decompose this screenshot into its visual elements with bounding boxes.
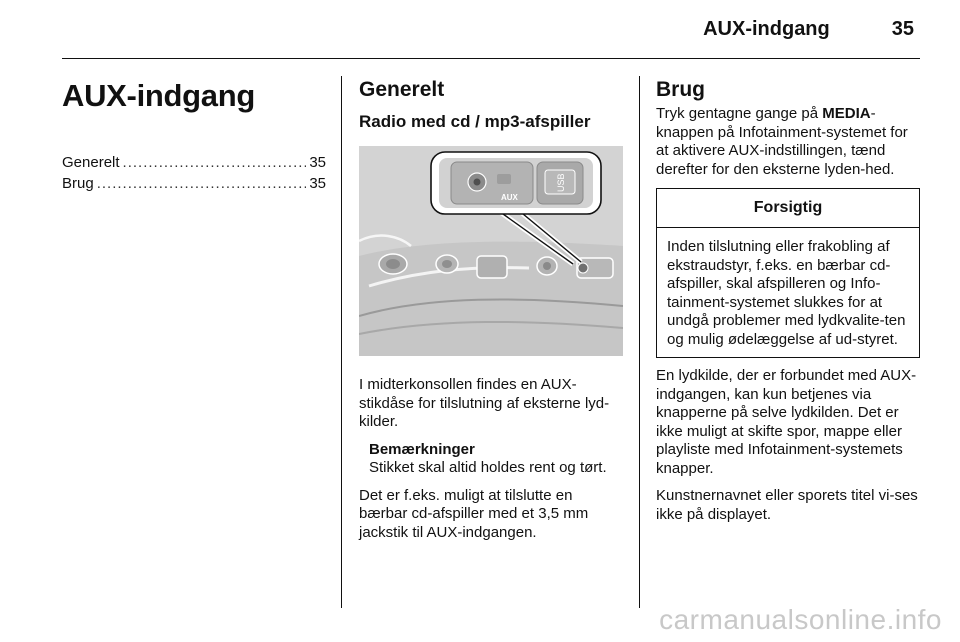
page-number: 35	[891, 18, 914, 40]
aux-socket-illustration	[359, 146, 623, 356]
paragraph-intro	[656, 105, 920, 179]
chapter-title: AUX-indgang	[62, 78, 256, 113]
toc-label: Brug	[62, 175, 94, 192]
column-toc	[62, 72, 326, 194]
intro-text-start: Tryk gentagne gange på	[656, 105, 823, 122]
console-drawing	[359, 146, 623, 356]
note-block	[369, 441, 623, 478]
toc-entry-generelt[interactable]	[62, 152, 326, 173]
media-key-label: MEDIA	[822, 105, 871, 122]
caution-box	[656, 188, 920, 358]
watermark: carmanualsonline.info	[659, 604, 942, 635]
usb-label: USB	[556, 173, 566, 192]
section-title-brug: Brug	[656, 78, 705, 101]
toc-leader-dots	[123, 152, 307, 173]
toc-page: 35	[309, 154, 326, 171]
toc-entry-brug[interactable]	[62, 173, 326, 194]
paragraph: Kunstnernavnet eller sporets titel vi-ses ikke på displayet.	[656, 487, 918, 523]
toc-page: 35	[309, 175, 326, 192]
column-brug	[656, 72, 920, 524]
column-divider-1	[341, 76, 342, 608]
column-generelt	[359, 72, 623, 542]
caution-heading: Forsigtig	[657, 189, 919, 228]
toc-label: Generelt	[62, 154, 120, 171]
paragraph: I midterkonsollen findes en AUX-stikdåse for tilslutning af eksterne lyd-kilder.	[359, 376, 610, 430]
column-divider-2	[639, 76, 640, 608]
header-title: AUX-indgang	[703, 18, 830, 40]
paragraph: Det er f.eks. muligt at tilslutte en bærbar cd-afspiller med et 3,5 mm jackstik til AUX-indgangen.	[359, 486, 589, 541]
table-of-contents	[62, 152, 326, 194]
note-heading: Bemærkninger	[369, 440, 475, 458]
subsection-title: Radio med cd / mp3-afspiller	[359, 112, 591, 131]
running-header	[703, 18, 914, 41]
section-title-generelt: Generelt	[359, 78, 445, 101]
caution-text: Inden tilslutning eller frakobling af ekstraudstyr, f.eks. en bærbar cd-afspiller, skal afspilleren og Info-tainment-systemet slukkes for at undgå problemer med lydkvalite-ten og mulig ødelæggelse af ud-styret.	[667, 238, 906, 348]
intro-text-end: -knappen på Infotainment-systemet for at aktivere AUX-indstillingen, tænd derefter for den eksterne lyden-hed.	[656, 105, 908, 178]
paragraph: En lydkilde, der er forbundet med AUX-indgangen, kan kun betjenes via knapperne på selve lydkilden. Det er ikke muligt at skifte spor, mappe eller playliste med Infotainment-systemets knapper.	[656, 367, 917, 477]
header-rule	[62, 58, 920, 59]
aux-label: AUX	[501, 193, 518, 202]
toc-leader-dots	[97, 173, 307, 194]
note-text: Stikket skal altid holdes rent og tørt.	[369, 459, 607, 476]
